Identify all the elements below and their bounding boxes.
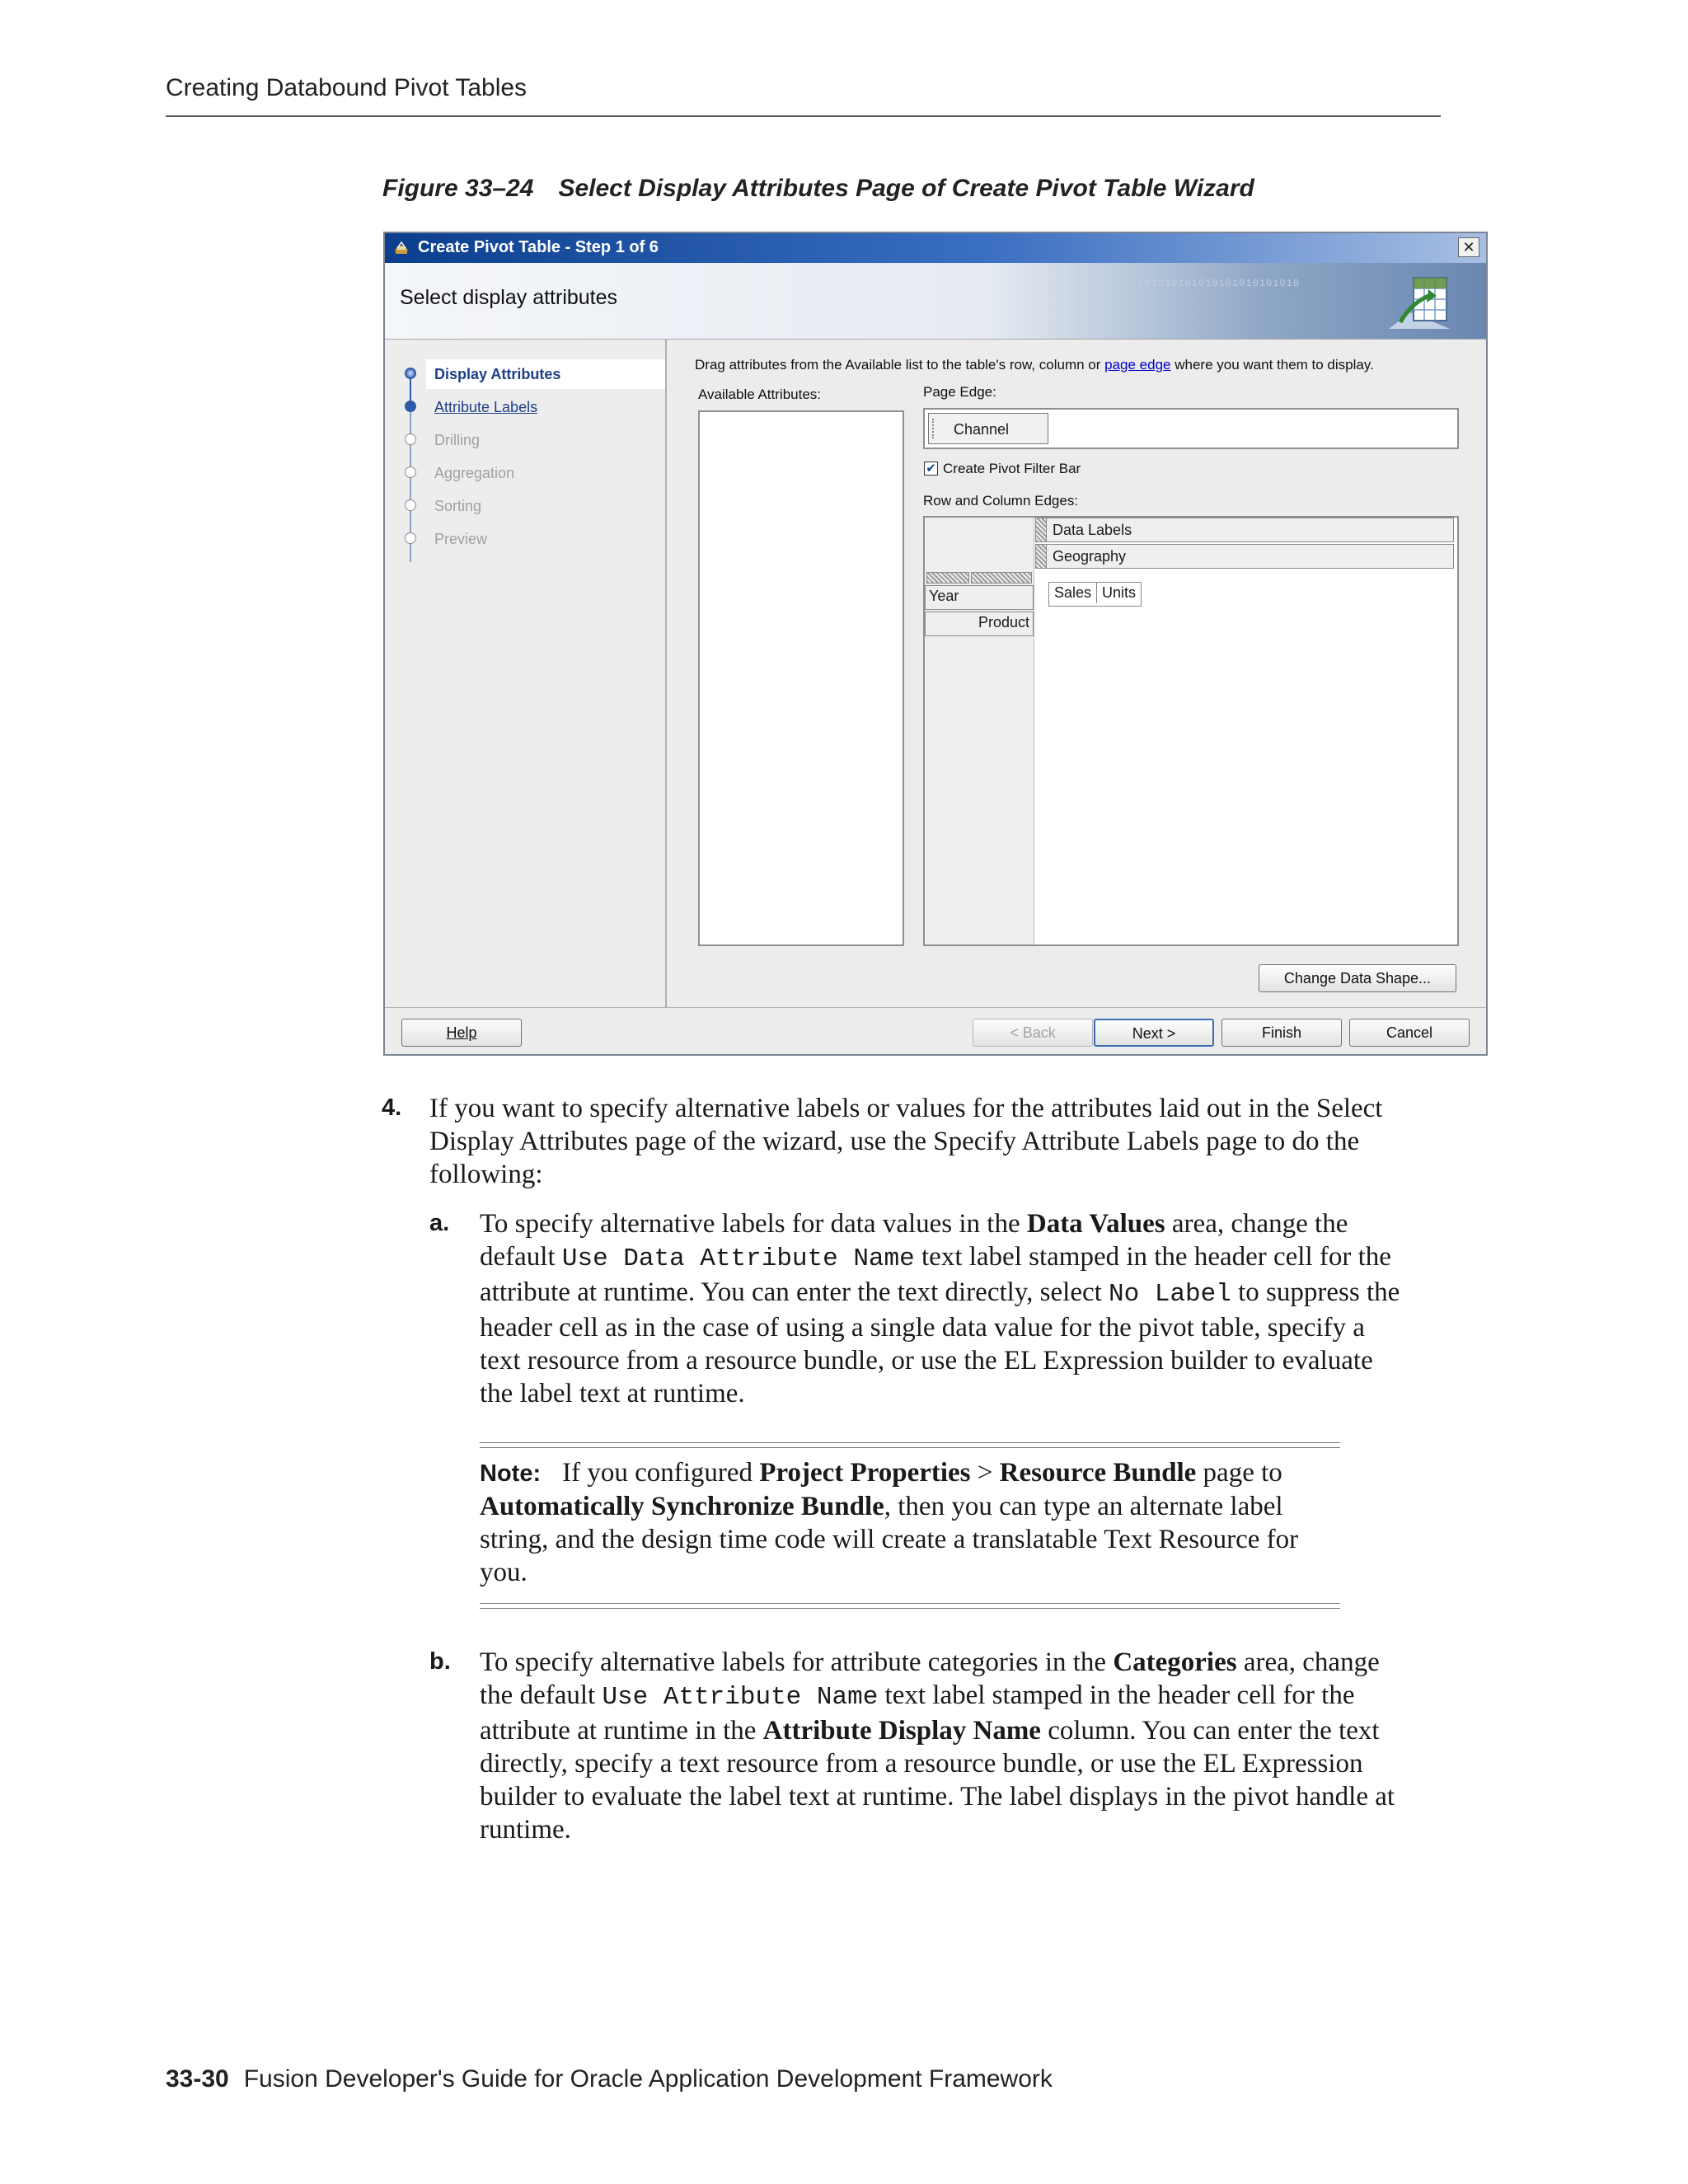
step-dot-drilling: [405, 434, 416, 445]
a-code-use-data-attribute-name: Use Data Attribute Name: [561, 1244, 915, 1273]
row-drag-handle-icon[interactable]: [926, 572, 969, 583]
a-text-3: text label stamped in the header cell for the attribute at runtime. You can enter the text directly, select: [480, 1242, 1391, 1307]
page-edge-drop-area[interactable]: [923, 408, 1459, 449]
column-edge-geography[interactable]: [1035, 544, 1454, 569]
running-header: Creating Databound Pivot Tables: [166, 74, 528, 101]
wizard-step-nav: [385, 340, 667, 1007]
data-items[interactable]: [1048, 582, 1142, 607]
available-attributes-list[interactable]: [698, 410, 904, 946]
b-text-1: To specify alternative labels for attribute categories in the: [480, 1647, 1114, 1677]
column-edge-label: Geography: [1053, 548, 1127, 565]
figure-title: Select Display Attributes Page of Create Pivot Table Wizard: [558, 175, 1254, 202]
row-column-edges-label: Row and Column Edges:: [923, 493, 1079, 509]
row-edge-label: Product: [978, 614, 1029, 630]
checkmark-icon: ✔: [926, 462, 936, 476]
note-text-3: page to: [1196, 1458, 1282, 1488]
page-footer: [166, 2065, 1053, 2093]
nav-step-display-attributes[interactable]: Display Attributes: [434, 366, 561, 382]
note-text-2: >: [970, 1458, 1000, 1488]
data-item-units[interactable]: Units: [1102, 584, 1137, 601]
create-pivot-table-dialog: [383, 232, 1488, 1056]
create-filter-bar-label: Create Pivot Filter Bar: [943, 461, 1081, 476]
a-text-1: To specify alternative labels for data values in the: [480, 1209, 1027, 1239]
nav-step-preview: Preview: [434, 531, 488, 547]
substep-b-paragraph: [480, 1646, 1411, 1846]
note-paragraph: [480, 1456, 1345, 1589]
page-edge-label: Page Edge:: [923, 384, 996, 400]
data-item-sales[interactable]: Sales: [1049, 583, 1097, 603]
wizard-banner: [385, 263, 1486, 340]
banner-title: Select display attributes: [400, 286, 618, 309]
note-bold-auto-sync: Automatically Synchronize Bundle: [480, 1492, 884, 1521]
substep-a-marker: a.: [429, 1210, 450, 1236]
instruction-text: [695, 357, 1374, 373]
note-text-1: If you configured: [562, 1458, 760, 1488]
row-drag-handle-icon[interactable]: [971, 572, 1032, 583]
step-dot-preview: [405, 532, 416, 544]
drag-handle-icon[interactable]: [1036, 518, 1047, 541]
row-edge-label: Year: [929, 588, 959, 604]
a-bold-data-values: Data Values: [1026, 1209, 1165, 1239]
back-button: < Back: [973, 1019, 1093, 1047]
close-button[interactable]: [1458, 237, 1479, 257]
figure-number: Figure 33–24: [382, 175, 534, 202]
step-number: 4.: [382, 1094, 402, 1121]
a-code-no-label: No Label: [1109, 1280, 1231, 1309]
row-edge-product[interactable]: [925, 612, 1034, 636]
drag-handle-icon[interactable]: [932, 419, 937, 438]
a-text-4: to suppress the header cell as in the case of using a single data value for the pivot table, specify a text resource from a resource bundle, or use the EL Expression builder to evaluate the label text at runtime.: [480, 1277, 1400, 1408]
b-text-4: column. You can enter the text directly, specify a text resource from a resource bundle, or use the EL Expression builder to evaluate the label text at runtime. The label displays in the pivot handle at runtime.: [480, 1716, 1395, 1844]
step4-paragraph: If you want to specify alternative labels or values for the attributes laid out in the Select Display Attributes page of the wizard, use the Specify Attribute Labels page to do the following:: [429, 1094, 1383, 1189]
b-bold-categories: Categories: [1113, 1647, 1237, 1677]
row-edge-year[interactable]: [925, 585, 1034, 610]
next-button[interactable]: Next >: [1094, 1019, 1214, 1047]
banner-binary-decoration: 0101010101010101010101010: [1131, 278, 1301, 289]
step-current-dot: [405, 368, 416, 379]
available-attributes-label: Available Attributes:: [698, 387, 821, 402]
note-bold-project-properties: Project Properties: [759, 1458, 971, 1488]
cancel-button[interactable]: Cancel: [1349, 1019, 1470, 1047]
a-text-2: area, change the default: [480, 1209, 1348, 1272]
page-edge-item-channel[interactable]: [928, 413, 1048, 444]
pivot-table-graphic-icon: [1386, 271, 1453, 332]
close-icon: ✕: [1462, 239, 1475, 255]
note-bottom-rule: [480, 1603, 1340, 1609]
figure-caption: [382, 175, 1254, 203]
dialog-titlebar[interactable]: [385, 233, 1486, 263]
instruction-before: Drag attributes from the Available list to the table's row, column or: [695, 357, 1105, 373]
nav-step-drilling: Drilling: [434, 432, 481, 448]
dialog-title: Create Pivot Table - Step 1 of 6: [418, 238, 659, 256]
note-bold-resource-bundle: Resource Bundle: [999, 1458, 1197, 1488]
column-edge-data-labels[interactable]: [1035, 518, 1454, 542]
substep-b-marker: b.: [429, 1648, 451, 1675]
nav-step-sorting: Sorting: [434, 498, 482, 514]
page-edge-link[interactable]: page edge: [1104, 357, 1171, 373]
create-filter-bar-checkbox[interactable]: [924, 462, 938, 476]
pivot-layout-area[interactable]: [923, 516, 1459, 946]
note-top-rule: [480, 1442, 1340, 1448]
column-edge-label: Data Labels: [1053, 522, 1132, 538]
change-data-shape-button[interactable]: Change Data Shape...: [1259, 964, 1456, 992]
nav-step-aggregation: Aggregation: [434, 465, 515, 481]
step-dot-aggregation: [405, 466, 416, 478]
finish-button[interactable]: Finish: [1221, 1019, 1342, 1047]
channel-label: Channel: [954, 421, 1010, 438]
drag-handle-icon[interactable]: [1036, 545, 1047, 568]
button-bar-separator: [385, 1007, 1486, 1008]
b-text-3: text label stamped in the header cell for the attribute at runtime in the: [480, 1680, 1355, 1746]
step-dot-sorting: [405, 499, 416, 511]
instruction-after: where you want them to display.: [1170, 357, 1374, 373]
b-code-use-attribute-name: Use Attribute Name: [602, 1683, 879, 1712]
note-text-4: , then you can type an alternate label string, and the design time code will create a translatable Text Resource for you.: [480, 1492, 1299, 1587]
nav-step-attribute-labels[interactable]: Attribute Labels: [434, 399, 538, 415]
footer-page-number: 33-30: [166, 2065, 229, 2093]
note-label: Note:: [480, 1460, 542, 1487]
b-bold-attribute-display-name: Attribute Display Name: [762, 1716, 1041, 1746]
b-text-2: area, change the default: [480, 1647, 1380, 1710]
substep-a-paragraph: [480, 1207, 1411, 1410]
step-dot-attribute-labels: [405, 401, 416, 412]
app-icon: [392, 237, 411, 257]
footer-book-title: Fusion Developer's Guide for Oracle Application Development Framework: [243, 2065, 1053, 2093]
help-button[interactable]: Help: [401, 1019, 522, 1047]
header-rule: [166, 115, 1441, 117]
